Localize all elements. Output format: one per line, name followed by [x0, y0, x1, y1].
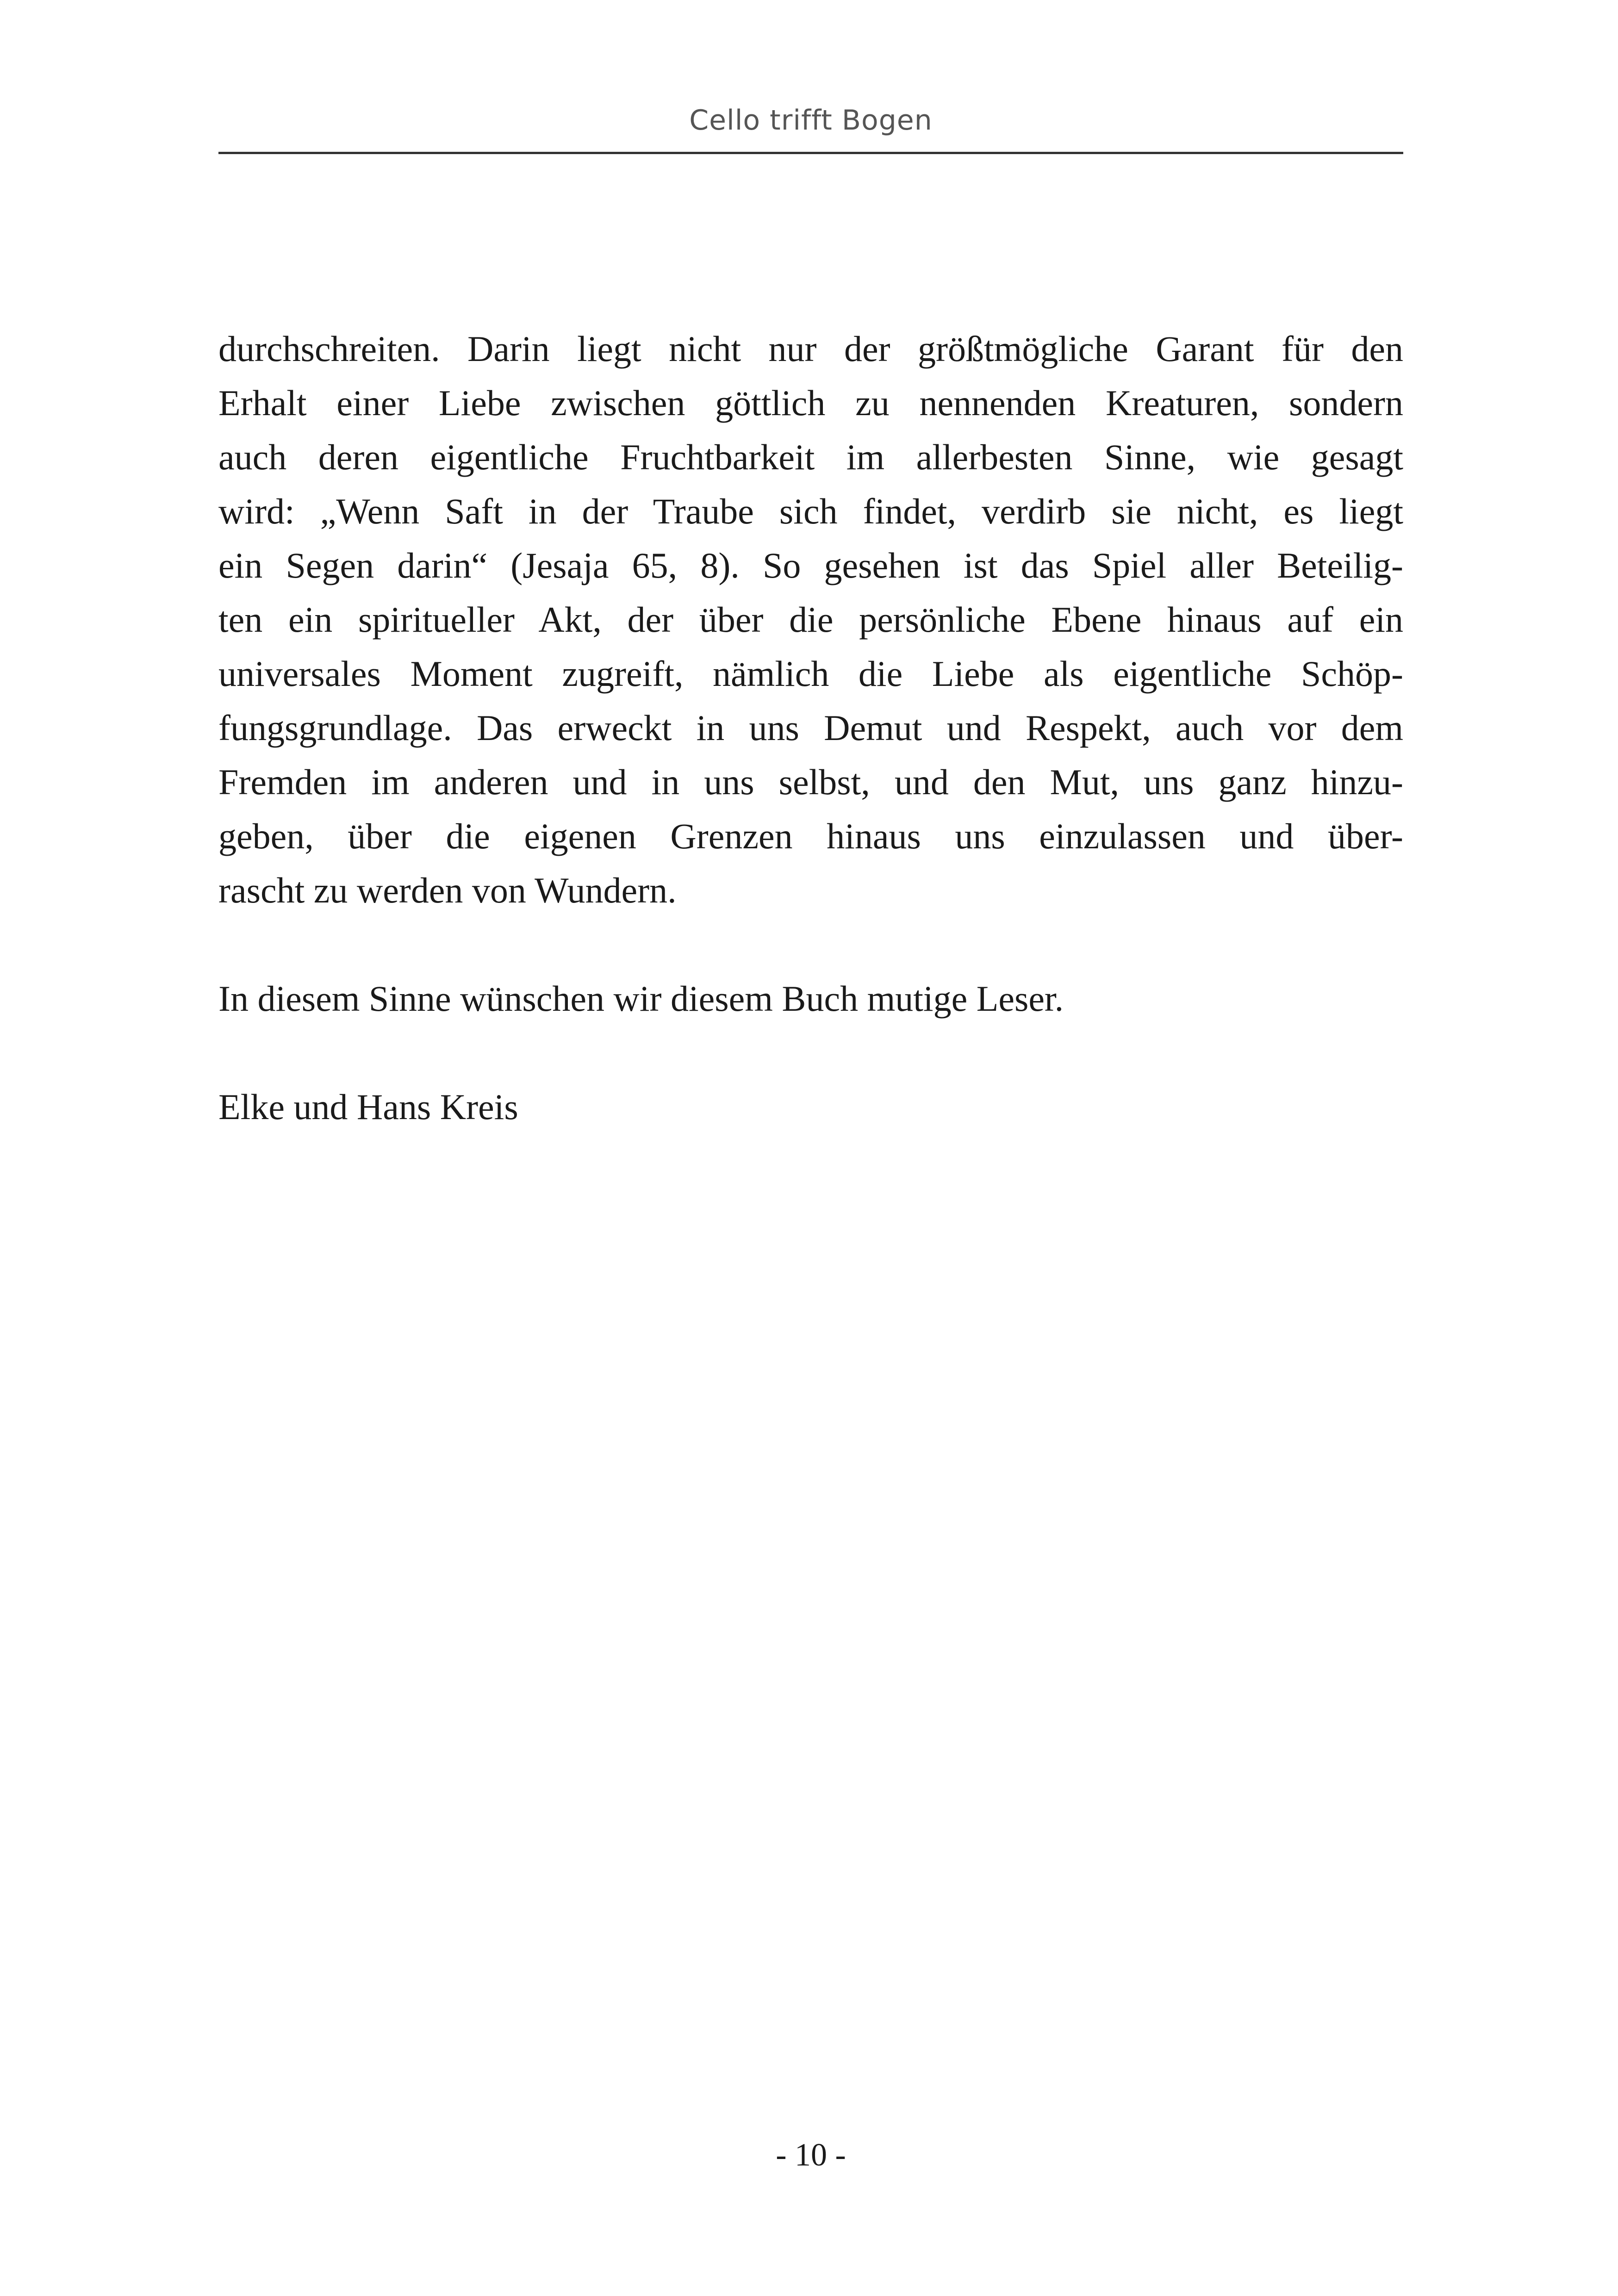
text-line: rascht zu werden von Wundern. [218, 870, 677, 910]
signature: Elke und Hans Kreis [218, 1087, 518, 1127]
paragraph-1 [218, 322, 1403, 917]
header-rule [218, 152, 1403, 154]
text-line: universales Moment zugreift, nämlich die Liebe als eigentliche Schöp- [218, 653, 1403, 694]
text-line: fungsgrundlage. Das erweckt in uns Demut und Respekt, auch vor dem [218, 708, 1403, 748]
text-line: ten ein spiritueller Akt, der über die persönliche Ebene hinaus auf ein [218, 599, 1403, 640]
running-header-title: Cello trifft Bogen [689, 104, 933, 137]
text-line: durchschreiten. Darin liegt nicht nur der größtmögliche Garant für den [218, 329, 1403, 369]
text-line: wird: „Wenn Saft in der Traube sich findet, verdirb sie nicht, es liegt [218, 491, 1403, 531]
paragraph-gap [218, 1026, 1403, 1080]
text-line: ein Segen darin“ (Jesaja 65, 8). So gesehen ist das Spiel aller Beteilig- [218, 545, 1403, 585]
text-line: auch deren eigentliche Fruchtbarkeit im allerbesten Sinne, wie gesagt [218, 437, 1403, 477]
page-number: - 10 - [776, 2137, 846, 2173]
text-line: Fremden im anderen und in uns selbst, und den Mut, uns ganz hinzu- [218, 762, 1403, 802]
text-line: geben, über die eigenen Grenzen hinaus uns einzulassen und über- [218, 816, 1403, 856]
body-text [218, 322, 1403, 1134]
text-line: Erhalt einer Liebe zwischen göttlich zu nennenden Kreaturen, sondern [218, 383, 1403, 423]
paragraph-gap [218, 917, 1403, 971]
paragraph-2: In diesem Sinne wünschen wir diesem Buch mutige Leser. [218, 978, 1064, 1019]
